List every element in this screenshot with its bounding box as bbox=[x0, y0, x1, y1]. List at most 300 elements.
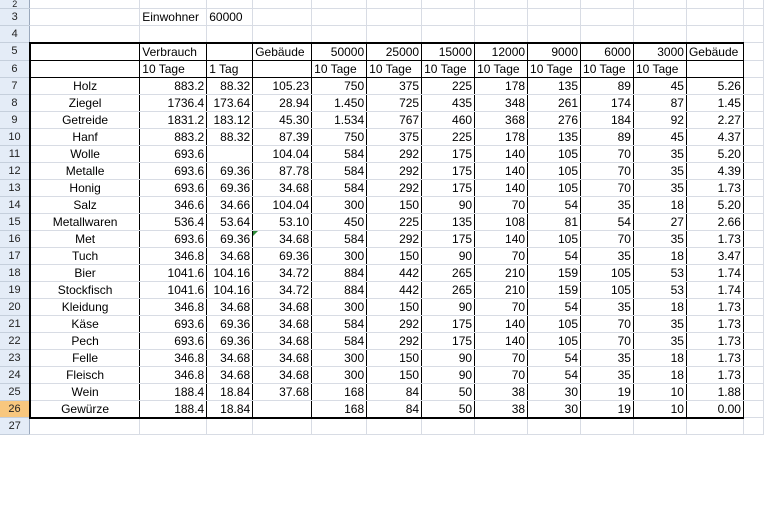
cell[interactable] bbox=[367, 0, 422, 9]
value-cell[interactable]: 693.6 bbox=[140, 145, 207, 162]
cell[interactable] bbox=[743, 332, 763, 349]
value-cell[interactable]: 104.16 bbox=[207, 264, 253, 281]
cell[interactable] bbox=[140, 0, 207, 9]
header-cell[interactable]: 3000 bbox=[633, 43, 686, 61]
value-cell[interactable]: 50 bbox=[422, 400, 475, 418]
value-cell[interactable]: 175 bbox=[422, 332, 475, 349]
value-cell[interactable]: 168 bbox=[312, 383, 367, 400]
item-name-cell[interactable]: Honig bbox=[30, 179, 140, 196]
value-cell[interactable]: 1831.2 bbox=[140, 111, 207, 128]
value-cell[interactable]: 35 bbox=[633, 332, 686, 349]
value-cell[interactable]: 53.10 bbox=[253, 213, 312, 230]
value-cell[interactable]: 27 bbox=[633, 213, 686, 230]
row-header[interactable]: 22 bbox=[0, 332, 30, 349]
value-cell[interactable]: 45.30 bbox=[253, 111, 312, 128]
value-cell[interactable]: 34.68 bbox=[207, 366, 253, 383]
value-cell[interactable]: 1.73 bbox=[686, 230, 743, 247]
item-name-cell[interactable]: Salz bbox=[30, 196, 140, 213]
value-cell[interactable]: 90 bbox=[422, 247, 475, 264]
value-cell[interactable]: 53 bbox=[633, 264, 686, 281]
item-name-cell[interactable]: Holz bbox=[30, 77, 140, 94]
value-cell[interactable]: 3.47 bbox=[686, 247, 743, 264]
cell[interactable] bbox=[475, 418, 528, 435]
value-cell[interactable]: 34.68 bbox=[253, 179, 312, 196]
value-cell[interactable]: 105 bbox=[528, 315, 581, 332]
value-cell[interactable]: 442 bbox=[367, 281, 422, 298]
value-cell[interactable]: 19 bbox=[581, 400, 634, 418]
item-name-cell[interactable]: Metallwaren bbox=[30, 213, 140, 230]
value-cell[interactable]: 90 bbox=[422, 298, 475, 315]
value-cell[interactable]: 725 bbox=[367, 94, 422, 111]
value-cell[interactable]: 175 bbox=[422, 162, 475, 179]
value-cell[interactable]: 300 bbox=[312, 349, 367, 366]
value-cell[interactable]: 34.68 bbox=[253, 349, 312, 366]
cell[interactable] bbox=[743, 26, 763, 43]
header-cell[interactable]: 1 Tag bbox=[207, 60, 253, 77]
cell[interactable] bbox=[312, 9, 367, 26]
cell[interactable] bbox=[743, 315, 763, 332]
cell[interactable] bbox=[422, 418, 475, 435]
value-cell[interactable]: 346.8 bbox=[140, 349, 207, 366]
row-header[interactable]: 8 bbox=[0, 94, 30, 111]
cell[interactable] bbox=[633, 9, 686, 26]
value-cell[interactable]: 225 bbox=[422, 77, 475, 94]
value-cell[interactable]: 140 bbox=[475, 162, 528, 179]
row-header[interactable]: 23 bbox=[0, 349, 30, 366]
cell[interactable] bbox=[743, 128, 763, 145]
cell[interactable] bbox=[140, 26, 207, 43]
einwohner-label[interactable]: Einwohner bbox=[140, 9, 207, 26]
value-cell[interactable]: 54 bbox=[528, 349, 581, 366]
cell[interactable] bbox=[743, 43, 763, 61]
item-name-cell[interactable]: Ziegel bbox=[30, 94, 140, 111]
cell[interactable] bbox=[743, 213, 763, 230]
value-cell[interactable]: 584 bbox=[312, 315, 367, 332]
header-cell[interactable]: 10 Tage bbox=[581, 60, 634, 77]
cell[interactable] bbox=[475, 26, 528, 43]
value-cell[interactable]: 1.74 bbox=[686, 281, 743, 298]
row-header[interactable]: 18 bbox=[0, 264, 30, 281]
value-cell[interactable]: 159 bbox=[528, 281, 581, 298]
value-cell[interactable]: 178 bbox=[475, 128, 528, 145]
value-cell[interactable]: 30 bbox=[528, 383, 581, 400]
row-header[interactable]: 2 bbox=[0, 0, 30, 9]
value-cell[interactable]: 105 bbox=[528, 179, 581, 196]
value-cell[interactable]: 150 bbox=[367, 349, 422, 366]
value-cell[interactable]: 265 bbox=[422, 281, 475, 298]
value-cell[interactable]: 30 bbox=[528, 400, 581, 418]
item-name-cell[interactable]: Hanf bbox=[30, 128, 140, 145]
value-cell[interactable]: 54 bbox=[528, 247, 581, 264]
value-cell[interactable]: 84 bbox=[367, 383, 422, 400]
value-cell[interactable]: 2.66 bbox=[686, 213, 743, 230]
row-header[interactable]: 9 bbox=[0, 111, 30, 128]
row-header[interactable]: 3 bbox=[0, 9, 30, 26]
value-cell[interactable]: 89 bbox=[581, 77, 634, 94]
cell[interactable] bbox=[528, 9, 581, 26]
value-cell[interactable]: 693.6 bbox=[140, 179, 207, 196]
value-cell[interactable]: 105 bbox=[528, 332, 581, 349]
value-cell[interactable]: 5.26 bbox=[686, 77, 743, 94]
value-cell[interactable]: 37.68 bbox=[253, 383, 312, 400]
cell[interactable] bbox=[743, 9, 763, 26]
cell[interactable] bbox=[743, 298, 763, 315]
item-name-cell[interactable]: Met bbox=[30, 230, 140, 247]
cell[interactable] bbox=[581, 0, 634, 9]
value-cell[interactable]: 884 bbox=[312, 264, 367, 281]
value-cell[interactable]: 693.6 bbox=[140, 230, 207, 247]
value-cell[interactable]: 2.27 bbox=[686, 111, 743, 128]
value-cell[interactable]: 584 bbox=[312, 332, 367, 349]
value-cell[interactable]: 175 bbox=[422, 145, 475, 162]
value-cell[interactable]: 69.36 bbox=[207, 315, 253, 332]
value-cell[interactable]: 1.73 bbox=[686, 179, 743, 196]
value-cell[interactable]: 5.20 bbox=[686, 145, 743, 162]
value-cell[interactable]: 69.36 bbox=[207, 230, 253, 247]
cell[interactable] bbox=[475, 0, 528, 9]
value-cell[interactable]: 150 bbox=[367, 298, 422, 315]
value-cell[interactable]: 884 bbox=[312, 281, 367, 298]
value-cell[interactable]: 140 bbox=[475, 332, 528, 349]
value-cell[interactable]: 35 bbox=[581, 298, 634, 315]
value-cell[interactable]: 276 bbox=[528, 111, 581, 128]
value-cell[interactable]: 18 bbox=[633, 247, 686, 264]
value-cell[interactable]: 35 bbox=[581, 196, 634, 213]
cell[interactable] bbox=[633, 418, 686, 435]
value-cell[interactable]: 34.72 bbox=[253, 264, 312, 281]
einwohner-value[interactable]: 60000 bbox=[207, 9, 253, 26]
value-cell[interactable]: 1041.6 bbox=[140, 281, 207, 298]
value-cell[interactable]: 70 bbox=[581, 315, 634, 332]
value-cell[interactable]: 54 bbox=[581, 213, 634, 230]
header-cell[interactable]: 6000 bbox=[581, 43, 634, 61]
value-cell[interactable]: 35 bbox=[633, 230, 686, 247]
cell[interactable] bbox=[30, 26, 140, 43]
value-cell[interactable]: 92 bbox=[633, 111, 686, 128]
value-cell[interactable]: 104.04 bbox=[253, 145, 312, 162]
value-cell[interactable]: 18.84 bbox=[207, 383, 253, 400]
value-cell[interactable]: 35 bbox=[633, 315, 686, 332]
header-cell[interactable] bbox=[207, 43, 253, 61]
value-cell[interactable]: 10 bbox=[633, 400, 686, 418]
value-cell[interactable]: 34.68 bbox=[253, 230, 312, 247]
row-header[interactable]: 5 bbox=[0, 43, 30, 61]
value-cell[interactable]: 70 bbox=[581, 332, 634, 349]
item-name-cell[interactable]: Stockfisch bbox=[30, 281, 140, 298]
value-cell[interactable]: 210 bbox=[475, 264, 528, 281]
value-cell[interactable]: 375 bbox=[367, 77, 422, 94]
value-cell[interactable]: 435 bbox=[422, 94, 475, 111]
value-cell[interactable]: 135 bbox=[528, 77, 581, 94]
value-cell[interactable]: 70 bbox=[475, 366, 528, 383]
value-cell[interactable]: 53 bbox=[633, 281, 686, 298]
value-cell[interactable]: 70 bbox=[475, 247, 528, 264]
value-cell[interactable]: 300 bbox=[312, 196, 367, 213]
value-cell[interactable]: 584 bbox=[312, 162, 367, 179]
cell[interactable] bbox=[30, 9, 140, 26]
row-header[interactable]: 19 bbox=[0, 281, 30, 298]
value-cell[interactable]: 693.6 bbox=[140, 332, 207, 349]
cell[interactable] bbox=[312, 418, 367, 435]
value-cell[interactable]: 104.16 bbox=[207, 281, 253, 298]
value-cell[interactable]: 184 bbox=[581, 111, 634, 128]
value-cell[interactable]: 10 bbox=[633, 383, 686, 400]
item-name-cell[interactable]: Wolle bbox=[30, 145, 140, 162]
value-cell[interactable]: 693.6 bbox=[140, 315, 207, 332]
header-cell[interactable]: 10 Tage bbox=[312, 60, 367, 77]
cell[interactable] bbox=[743, 264, 763, 281]
value-cell[interactable]: 89 bbox=[581, 128, 634, 145]
value-cell[interactable]: 183.12 bbox=[207, 111, 253, 128]
value-cell[interactable]: 70 bbox=[581, 179, 634, 196]
value-cell[interactable]: 45 bbox=[633, 128, 686, 145]
value-cell[interactable]: 4.37 bbox=[686, 128, 743, 145]
value-cell[interactable]: 5.20 bbox=[686, 196, 743, 213]
cell[interactable] bbox=[686, 0, 743, 9]
cell[interactable] bbox=[581, 418, 634, 435]
cell[interactable] bbox=[367, 9, 422, 26]
cell[interactable] bbox=[743, 179, 763, 196]
item-name-cell[interactable]: Getreide bbox=[30, 111, 140, 128]
value-cell[interactable]: 108 bbox=[475, 213, 528, 230]
value-cell[interactable]: 225 bbox=[367, 213, 422, 230]
cell[interactable] bbox=[253, 26, 312, 43]
item-name-cell[interactable]: Metalle bbox=[30, 162, 140, 179]
cell[interactable] bbox=[743, 60, 763, 77]
cell[interactable] bbox=[422, 26, 475, 43]
header-cell[interactable]: 10 Tage bbox=[475, 60, 528, 77]
cell[interactable] bbox=[528, 0, 581, 9]
value-cell[interactable]: 105 bbox=[528, 230, 581, 247]
value-cell[interactable]: 174 bbox=[581, 94, 634, 111]
value-cell[interactable]: 34.68 bbox=[253, 298, 312, 315]
item-name-cell[interactable]: Tuch bbox=[30, 247, 140, 264]
value-cell[interactable]: 188.4 bbox=[140, 400, 207, 418]
cell[interactable] bbox=[686, 9, 743, 26]
value-cell[interactable]: 34.68 bbox=[207, 247, 253, 264]
value-cell[interactable]: 767 bbox=[367, 111, 422, 128]
value-cell[interactable]: 750 bbox=[312, 77, 367, 94]
item-name-cell[interactable]: Wein bbox=[30, 383, 140, 400]
header-cell[interactable]: Gebäude bbox=[686, 43, 743, 61]
cell[interactable] bbox=[743, 230, 763, 247]
cell[interactable] bbox=[743, 281, 763, 298]
value-cell[interactable]: 348 bbox=[475, 94, 528, 111]
value-cell[interactable]: 34.68 bbox=[253, 366, 312, 383]
header-cell[interactable]: Gebäude bbox=[253, 43, 312, 61]
value-cell[interactable]: 19 bbox=[581, 383, 634, 400]
cell[interactable] bbox=[686, 418, 743, 435]
header-cell[interactable] bbox=[253, 60, 312, 77]
item-name-cell[interactable]: Bier bbox=[30, 264, 140, 281]
value-cell[interactable]: 34.68 bbox=[253, 332, 312, 349]
value-cell[interactable]: 69.36 bbox=[253, 247, 312, 264]
value-cell[interactable]: 34.68 bbox=[253, 315, 312, 332]
cell[interactable] bbox=[686, 26, 743, 43]
header-cell[interactable]: 25000 bbox=[367, 43, 422, 61]
row-header[interactable]: 25 bbox=[0, 383, 30, 400]
value-cell[interactable]: 54 bbox=[528, 298, 581, 315]
value-cell[interactable]: 140 bbox=[475, 145, 528, 162]
value-cell[interactable]: 69.36 bbox=[207, 162, 253, 179]
header-cell[interactable]: 50000 bbox=[312, 43, 367, 61]
value-cell[interactable]: 292 bbox=[367, 315, 422, 332]
row-header[interactable]: 17 bbox=[0, 247, 30, 264]
value-cell[interactable]: 88.32 bbox=[207, 77, 253, 94]
value-cell[interactable]: 69.36 bbox=[207, 179, 253, 196]
value-cell[interactable]: 34.72 bbox=[253, 281, 312, 298]
value-cell[interactable]: 35 bbox=[581, 366, 634, 383]
value-cell[interactable]: 750 bbox=[312, 128, 367, 145]
value-cell[interactable]: 150 bbox=[367, 247, 422, 264]
value-cell[interactable]: 50 bbox=[422, 383, 475, 400]
value-cell[interactable]: 18.84 bbox=[207, 400, 253, 418]
cell[interactable] bbox=[312, 0, 367, 9]
cell[interactable] bbox=[367, 26, 422, 43]
item-name-cell[interactable]: Gewürze bbox=[30, 400, 140, 418]
value-cell[interactable]: 225 bbox=[422, 128, 475, 145]
header-cell[interactable]: 10 Tage bbox=[367, 60, 422, 77]
header-cell[interactable] bbox=[30, 43, 140, 61]
cell[interactable] bbox=[207, 0, 253, 9]
cell[interactable] bbox=[207, 26, 253, 43]
value-cell[interactable]: 292 bbox=[367, 230, 422, 247]
value-cell[interactable]: 35 bbox=[633, 179, 686, 196]
cell[interactable] bbox=[743, 418, 763, 435]
cell[interactable] bbox=[475, 9, 528, 26]
value-cell[interactable]: 1736.4 bbox=[140, 94, 207, 111]
value-cell[interactable]: 693.6 bbox=[140, 162, 207, 179]
header-cell[interactable]: Verbrauch bbox=[140, 43, 207, 61]
cell[interactable] bbox=[743, 349, 763, 366]
cell[interactable] bbox=[422, 0, 475, 9]
cell[interactable] bbox=[743, 400, 763, 418]
value-cell[interactable]: 261 bbox=[528, 94, 581, 111]
value-cell[interactable]: 90 bbox=[422, 196, 475, 213]
value-cell[interactable]: 84 bbox=[367, 400, 422, 418]
item-name-cell[interactable]: Pech bbox=[30, 332, 140, 349]
value-cell[interactable]: 368 bbox=[475, 111, 528, 128]
value-cell[interactable]: 140 bbox=[475, 315, 528, 332]
value-cell[interactable]: 81 bbox=[528, 213, 581, 230]
value-cell[interactable]: 35 bbox=[581, 349, 634, 366]
value-cell[interactable]: 105 bbox=[581, 264, 634, 281]
value-cell[interactable]: 70 bbox=[475, 349, 528, 366]
value-cell[interactable]: 292 bbox=[367, 162, 422, 179]
value-cell[interactable] bbox=[253, 400, 312, 418]
value-cell[interactable]: 105 bbox=[528, 162, 581, 179]
value-cell[interactable]: 292 bbox=[367, 179, 422, 196]
value-cell[interactable]: 210 bbox=[475, 281, 528, 298]
value-cell[interactable]: 175 bbox=[422, 230, 475, 247]
row-header[interactable]: 21 bbox=[0, 315, 30, 332]
item-name-cell[interactable]: Fleisch bbox=[30, 366, 140, 383]
row-header[interactable]: 12 bbox=[0, 162, 30, 179]
value-cell[interactable]: 70 bbox=[581, 145, 634, 162]
value-cell[interactable]: 1.73 bbox=[686, 366, 743, 383]
value-cell[interactable]: 375 bbox=[367, 128, 422, 145]
value-cell[interactable] bbox=[207, 145, 253, 162]
item-name-cell[interactable]: Kleidung bbox=[30, 298, 140, 315]
row-header[interactable]: 24 bbox=[0, 366, 30, 383]
value-cell[interactable]: 1.88 bbox=[686, 383, 743, 400]
value-cell[interactable]: 34.68 bbox=[207, 349, 253, 366]
value-cell[interactable]: 175 bbox=[422, 179, 475, 196]
value-cell[interactable]: 70 bbox=[581, 230, 634, 247]
header-cell[interactable]: 10 Tage bbox=[422, 60, 475, 77]
value-cell[interactable]: 159 bbox=[528, 264, 581, 281]
cell[interactable] bbox=[633, 0, 686, 9]
cell[interactable] bbox=[207, 418, 253, 435]
value-cell[interactable]: 34.66 bbox=[207, 196, 253, 213]
value-cell[interactable]: 135 bbox=[528, 128, 581, 145]
value-cell[interactable]: 18 bbox=[633, 196, 686, 213]
header-cell[interactable]: 15000 bbox=[422, 43, 475, 61]
item-name-cell[interactable]: Käse bbox=[30, 315, 140, 332]
value-cell[interactable]: 105.23 bbox=[253, 77, 312, 94]
value-cell[interactable]: 346.8 bbox=[140, 298, 207, 315]
cell[interactable] bbox=[30, 418, 140, 435]
value-cell[interactable]: 460 bbox=[422, 111, 475, 128]
value-cell[interactable]: 45 bbox=[633, 77, 686, 94]
cell[interactable] bbox=[528, 26, 581, 43]
value-cell[interactable]: 0.00 bbox=[686, 400, 743, 418]
cell[interactable] bbox=[743, 77, 763, 94]
value-cell[interactable]: 265 bbox=[422, 264, 475, 281]
value-cell[interactable]: 584 bbox=[312, 230, 367, 247]
row-header[interactable]: 20 bbox=[0, 298, 30, 315]
value-cell[interactable]: 450 bbox=[312, 213, 367, 230]
value-cell[interactable]: 584 bbox=[312, 145, 367, 162]
header-cell[interactable] bbox=[30, 60, 140, 77]
row-header[interactable]: 4 bbox=[0, 26, 30, 43]
value-cell[interactable]: 346.8 bbox=[140, 247, 207, 264]
value-cell[interactable]: 53.64 bbox=[207, 213, 253, 230]
value-cell[interactable]: 1.74 bbox=[686, 264, 743, 281]
header-cell[interactable] bbox=[686, 60, 743, 77]
value-cell[interactable]: 883.2 bbox=[140, 128, 207, 145]
cell[interactable] bbox=[253, 9, 312, 26]
value-cell[interactable]: 70 bbox=[581, 162, 634, 179]
value-cell[interactable]: 4.39 bbox=[686, 162, 743, 179]
cell[interactable] bbox=[633, 26, 686, 43]
cell[interactable] bbox=[743, 196, 763, 213]
cell[interactable] bbox=[743, 145, 763, 162]
value-cell[interactable]: 1.73 bbox=[686, 349, 743, 366]
value-cell[interactable]: 18 bbox=[633, 349, 686, 366]
value-cell[interactable]: 1041.6 bbox=[140, 264, 207, 281]
value-cell[interactable]: 150 bbox=[367, 366, 422, 383]
row-header[interactable]: 14 bbox=[0, 196, 30, 213]
value-cell[interactable]: 442 bbox=[367, 264, 422, 281]
value-cell[interactable]: 1.450 bbox=[312, 94, 367, 111]
value-cell[interactable]: 1.73 bbox=[686, 298, 743, 315]
row-header[interactable]: 15 bbox=[0, 213, 30, 230]
row-header[interactable]: 13 bbox=[0, 179, 30, 196]
value-cell[interactable]: 346.6 bbox=[140, 196, 207, 213]
cell[interactable] bbox=[253, 0, 312, 9]
value-cell[interactable]: 87.39 bbox=[253, 128, 312, 145]
cell[interactable] bbox=[312, 26, 367, 43]
value-cell[interactable]: 69.36 bbox=[207, 332, 253, 349]
value-cell[interactable]: 135 bbox=[422, 213, 475, 230]
value-cell[interactable]: 300 bbox=[312, 366, 367, 383]
value-cell[interactable]: 70 bbox=[475, 298, 528, 315]
value-cell[interactable]: 1.534 bbox=[312, 111, 367, 128]
cell[interactable] bbox=[743, 111, 763, 128]
row-header[interactable]: 7 bbox=[0, 77, 30, 94]
cell[interactable] bbox=[743, 383, 763, 400]
